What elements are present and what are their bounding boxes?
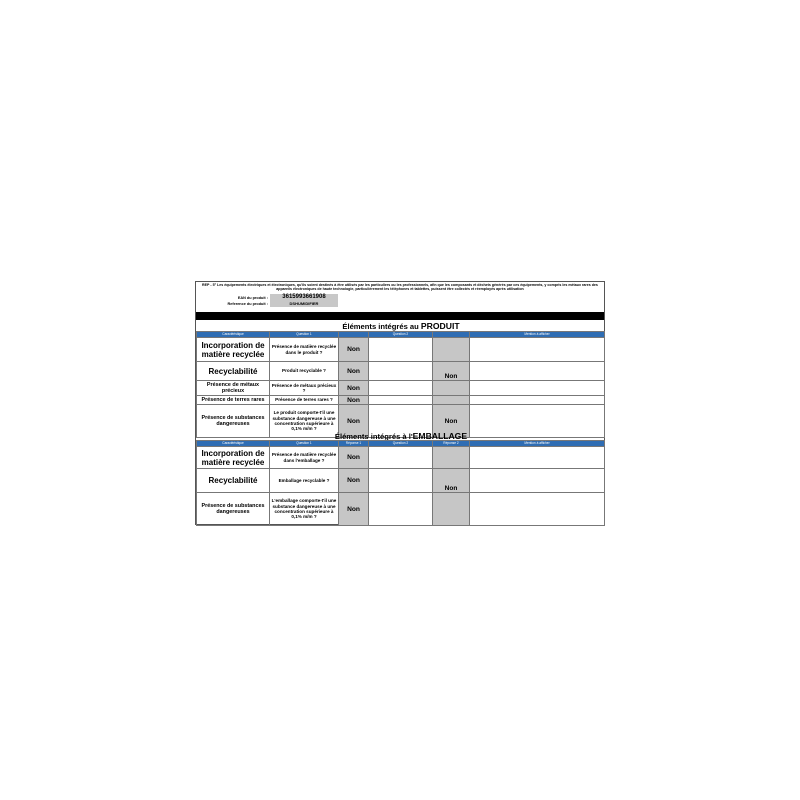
question-cell: Présence de matière recyclée dans le produit ? bbox=[270, 338, 339, 362]
question-2-cell bbox=[369, 396, 433, 405]
header-cell: Caractéristique bbox=[197, 332, 270, 338]
characteristic-cell: Recyclabilité bbox=[197, 362, 270, 381]
ref-value: DSHUMIDIFIER bbox=[270, 301, 338, 307]
header-cell: Mention à afficher bbox=[470, 441, 605, 447]
header-cell: Question 1 bbox=[270, 441, 339, 447]
question-cell: Présence de matière recyclée dans l'emballage ? bbox=[270, 447, 339, 469]
section-produit-title bbox=[196, 321, 606, 331]
mention-cell bbox=[470, 493, 605, 526]
section-produit-title-caps: PRODUIT bbox=[420, 321, 460, 331]
characteristic-cell: Présence de substances dangereuses bbox=[197, 493, 270, 526]
emballage-table bbox=[196, 440, 605, 526]
header-cell: Question 2 bbox=[369, 332, 433, 338]
section-emballage-title-caps: EMBALLAGE bbox=[412, 431, 468, 441]
mention-cell bbox=[470, 362, 605, 381]
black-band bbox=[196, 312, 604, 320]
table-row bbox=[197, 447, 605, 469]
answer-1-cell[interactable]: Non bbox=[339, 362, 369, 381]
answer-1-cell[interactable]: Non bbox=[339, 338, 369, 362]
answer-2-cell[interactable]: Non bbox=[433, 405, 470, 438]
answer-2-cell[interactable] bbox=[433, 396, 470, 405]
header-cell: Question 1 bbox=[270, 332, 339, 338]
answer-2-cell[interactable]: Non bbox=[433, 469, 470, 493]
characteristic-cell: Incorporation de matière recyclée bbox=[197, 447, 270, 469]
produit-table bbox=[196, 331, 605, 438]
table-row bbox=[197, 338, 605, 362]
characteristic-cell: Recyclabilité bbox=[197, 469, 270, 493]
answer-2-cell[interactable] bbox=[433, 381, 470, 396]
question-cell: Emballage recyclable ? bbox=[270, 469, 339, 493]
question-2-cell bbox=[369, 381, 433, 396]
answer-2-cell[interactable] bbox=[433, 338, 470, 362]
question-2-cell bbox=[369, 362, 433, 381]
header-cell: Réponse 1 bbox=[339, 441, 369, 447]
mention-cell bbox=[470, 469, 605, 493]
ean-label: EAN du produit : bbox=[237, 296, 268, 300]
header-cell: Caractéristique bbox=[197, 441, 270, 447]
characteristic-cell: Présence de métaux précieux bbox=[197, 381, 270, 396]
header-cell: Réponse 2 bbox=[433, 441, 470, 447]
section-produit-title-prefix: Éléments intégrés au bbox=[342, 322, 421, 331]
answer-1-cell[interactable]: Non bbox=[339, 493, 369, 526]
question-2-cell bbox=[369, 493, 433, 526]
section-emballage-title-prefix: Éléments intégrés à l' bbox=[334, 432, 413, 441]
answer-2-cell[interactable] bbox=[433, 447, 470, 469]
header-cell: Question 2 bbox=[369, 441, 433, 447]
table-row bbox=[197, 493, 605, 526]
question-2-cell bbox=[369, 469, 433, 493]
table-row bbox=[197, 469, 605, 493]
answer-2-cell[interactable]: Non bbox=[433, 362, 470, 381]
question-cell: Le produit comporte-t'il une substance dangereuse à une concentration supérieure à 0,1% m/m ? bbox=[270, 405, 339, 438]
characteristic-cell: Présence de substances dangereuses bbox=[197, 405, 270, 438]
ean-value: 3615993661908 bbox=[270, 294, 338, 301]
mention-cell bbox=[470, 396, 605, 405]
answer-1-cell[interactable]: Non bbox=[339, 447, 369, 469]
question-cell: Produit recyclable ? bbox=[270, 362, 339, 381]
answer-1-cell[interactable]: Non bbox=[339, 469, 369, 493]
answer-1-cell[interactable]: Non bbox=[339, 396, 369, 405]
characteristic-cell: Présence de terres rares bbox=[197, 396, 270, 405]
answer-1-cell[interactable]: Non bbox=[339, 405, 369, 438]
characteristic-cell: Incorporation de matière recyclée bbox=[197, 338, 270, 362]
product-sheet bbox=[195, 281, 605, 525]
table-row bbox=[197, 396, 605, 405]
mention-cell bbox=[470, 338, 605, 362]
table-row bbox=[197, 381, 605, 396]
question-cell: Présence de terres rares ? bbox=[270, 396, 339, 405]
question-cell: L'emballage comporte-t'il une substance dangereuse à une concentration supérieure à 0,1% m/m ? bbox=[270, 493, 339, 526]
mention-cell bbox=[470, 447, 605, 469]
answer-1-cell[interactable]: Non bbox=[339, 381, 369, 396]
header-cell: Mention à afficher bbox=[470, 332, 605, 338]
table-row bbox=[197, 362, 605, 381]
question-2-cell bbox=[369, 447, 433, 469]
intro-text: REP - 5° Les équipements électriques et électroniques, qu'ils soient destinés à être utilisés par les particuliers ou les professionnels, afin que les composants et déchets générés par ces équipements, y compris les métaux rares des appareils électroniques de haute technologie, particulièrement les téléphones et tablettes, puissent être collectés et réemployés après utilisation bbox=[202, 283, 598, 292]
ref-label: Reference du produit : bbox=[227, 302, 268, 306]
question-cell: Présence de métaux précieux ? bbox=[270, 381, 339, 396]
answer-2-cell[interactable] bbox=[433, 493, 470, 526]
mention-cell bbox=[470, 381, 605, 396]
question-2-cell bbox=[369, 338, 433, 362]
